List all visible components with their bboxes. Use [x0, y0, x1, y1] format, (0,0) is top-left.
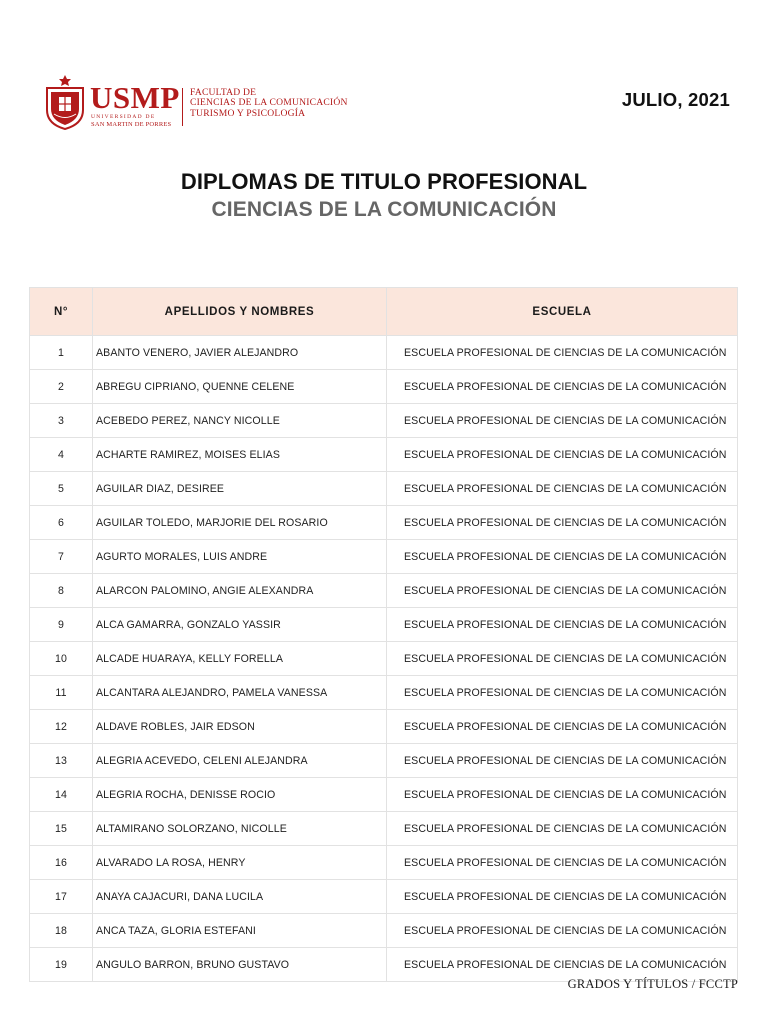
row-school: ESCUELA PROFESIONAL DE CIENCIAS DE LA COMUNICACIÓN [387, 404, 738, 438]
row-number: 5 [30, 472, 93, 506]
faculty-line: TURISMO Y PSICOLOGÍA [190, 107, 306, 119]
row-full-name: ALTAMIRANO SOLORZANO, NICOLLE [93, 812, 387, 846]
row-number: 14 [30, 778, 93, 812]
row-number: 16 [30, 846, 93, 880]
row-number: 12 [30, 710, 93, 744]
row-number: 17 [30, 880, 93, 914]
row-full-name: ACEBEDO PEREZ, NANCY NICOLLE [93, 404, 387, 438]
row-school: ESCUELA PROFESIONAL DE CIENCIAS DE LA COMUNICACIÓN [387, 778, 738, 812]
table-row [30, 880, 738, 914]
table-row [30, 574, 738, 608]
table-row [30, 642, 738, 676]
row-full-name: ALCADE HUARAYA, KELLY FORELLA [93, 642, 387, 676]
row-number: 7 [30, 540, 93, 574]
table-row [30, 676, 738, 710]
footer-office: GRADOS Y TÍTULOS / FCCTP [567, 977, 738, 991]
table-row [30, 608, 738, 642]
row-school: ESCUELA PROFESIONAL DE CIENCIAS DE LA COMUNICACIÓN [387, 438, 738, 472]
row-school: ESCUELA PROFESIONAL DE CIENCIAS DE LA COMUNICACIÓN [387, 540, 738, 574]
table-row [30, 778, 738, 812]
table-row [30, 846, 738, 880]
row-full-name: ALVARADO LA ROSA, HENRY [93, 846, 387, 880]
row-number: 10 [30, 642, 93, 676]
row-school: ESCUELA PROFESIONAL DE CIENCIAS DE LA COMUNICACIÓN [387, 676, 738, 710]
row-full-name: ALEGRIA ACEVEDO, CELENI ALEJANDRA [93, 744, 387, 778]
logo-university-line: UNIVERSIDAD DE [91, 114, 156, 120]
row-school: ESCUELA PROFESIONAL DE CIENCIAS DE LA COMUNICACIÓN [387, 948, 738, 982]
table-row [30, 472, 738, 506]
row-number: 8 [30, 574, 93, 608]
row-number: 15 [30, 812, 93, 846]
table-row [30, 404, 738, 438]
row-full-name: ALCANTARA ALEJANDRO, PAMELA VANESSA [93, 676, 387, 710]
university-seal-icon [44, 74, 86, 130]
row-school: ESCUELA PROFESIONAL DE CIENCIAS DE LA COMUNICACIÓN [387, 370, 738, 404]
column-header-number: N° [30, 288, 93, 336]
row-number: 2 [30, 370, 93, 404]
faculty-name [190, 88, 348, 119]
document-subtitle: CIENCIAS DE LA COMUNICACIÓN [211, 198, 557, 221]
document-title: DIPLOMAS DE TITULO PROFESIONAL [180, 169, 588, 194]
row-school: ESCUELA PROFESIONAL DE CIENCIAS DE LA COMUNICACIÓN [387, 336, 738, 370]
row-school: ESCUELA PROFESIONAL DE CIENCIAS DE LA COMUNICACIÓN [387, 914, 738, 948]
row-number: 1 [30, 336, 93, 370]
table-row [30, 914, 738, 948]
row-number: 4 [30, 438, 93, 472]
faculty-line: CIENCIAS DE LA COMUNICACIÓN [190, 97, 348, 109]
table-row [30, 370, 738, 404]
row-full-name: ALCA GAMARRA, GONZALO YASSIR [93, 608, 387, 642]
table-row [30, 710, 738, 744]
table-body [30, 336, 738, 982]
row-number: 9 [30, 608, 93, 642]
document-date: JULIO, 2021 [621, 89, 730, 110]
row-number: 6 [30, 506, 93, 540]
row-school: ESCUELA PROFESIONAL DE CIENCIAS DE LA COMUNICACIÓN [387, 642, 738, 676]
row-school: ESCUELA PROFESIONAL DE CIENCIAS DE LA COMUNICACIÓN [387, 846, 738, 880]
row-number: 11 [30, 676, 93, 710]
row-full-name: ANAYA CAJACURI, DANA LUCILA [93, 880, 387, 914]
logo-divider [182, 88, 183, 126]
logo-wordmark: USMP [90, 80, 180, 115]
row-school: ESCUELA PROFESIONAL DE CIENCIAS DE LA COMUNICACIÓN [387, 744, 738, 778]
row-full-name: ABREGU CIPRIANO, QUENNE CELENE [93, 370, 387, 404]
row-school: ESCUELA PROFESIONAL DE CIENCIAS DE LA COMUNICACIÓN [387, 608, 738, 642]
table-row [30, 812, 738, 846]
row-full-name: AGURTO MORALES, LUIS ANDRE [93, 540, 387, 574]
table-row [30, 336, 738, 370]
row-full-name: ANCA TAZA, GLORIA ESTEFANI [93, 914, 387, 948]
faculty-line: FACULTAD DE [190, 87, 257, 98]
row-school: ESCUELA PROFESIONAL DE CIENCIAS DE LA COMUNICACIÓN [387, 472, 738, 506]
row-full-name: ANGULO BARRON, BRUNO GUSTAVO [93, 948, 387, 982]
row-full-name: AGUILAR TOLEDO, MARJORIE DEL ROSARIO [93, 506, 387, 540]
row-full-name: ALDAVE ROBLES, JAIR EDSON [93, 710, 387, 744]
row-school: ESCUELA PROFESIONAL DE CIENCIAS DE LA COMUNICACIÓN [387, 880, 738, 914]
logo-university-name: SAN MARTIN DE PORRES [91, 121, 172, 128]
university-logo [44, 74, 364, 130]
row-full-name: ABANTO VENERO, JAVIER ALEJANDRO [93, 336, 387, 370]
graduates-table [29, 287, 738, 982]
row-school: ESCUELA PROFESIONAL DE CIENCIAS DE LA COMUNICACIÓN [387, 710, 738, 744]
row-school: ESCUELA PROFESIONAL DE CIENCIAS DE LA COMUNICACIÓN [387, 506, 738, 540]
row-school: ESCUELA PROFESIONAL DE CIENCIAS DE LA COMUNICACIÓN [387, 574, 738, 608]
row-number: 3 [30, 404, 93, 438]
column-header-names: APELLIDOS Y NOMBRES [93, 288, 387, 336]
row-number: 18 [30, 914, 93, 948]
table-header-row [30, 288, 738, 336]
table-row [30, 540, 738, 574]
row-full-name: ALARCON PALOMINO, ANGIE ALEXANDRA [93, 574, 387, 608]
column-header-school: ESCUELA [387, 288, 738, 336]
row-full-name: ACHARTE RAMIREZ, MOISES ELIAS [93, 438, 387, 472]
row-full-name: AGUILAR DIAZ, DESIREE [93, 472, 387, 506]
table-row [30, 438, 738, 472]
row-number: 19 [30, 948, 93, 982]
row-school: ESCUELA PROFESIONAL DE CIENCIAS DE LA COMUNICACIÓN [387, 812, 738, 846]
row-number: 13 [30, 744, 93, 778]
table-row [30, 506, 738, 540]
table-row [30, 744, 738, 778]
row-full-name: ALEGRIA ROCHA, DENISSE ROCIO [93, 778, 387, 812]
